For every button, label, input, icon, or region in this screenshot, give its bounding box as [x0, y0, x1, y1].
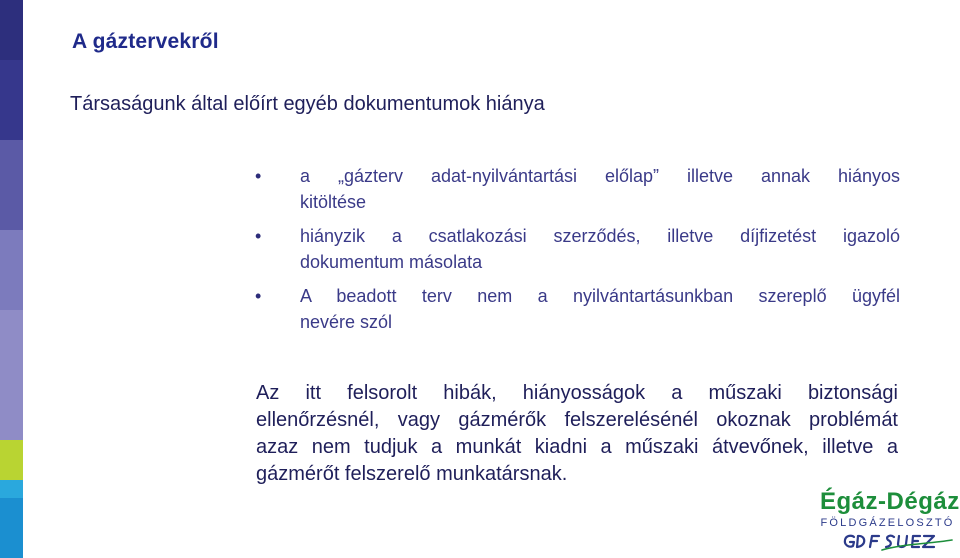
paragraph-line: azaz nem tudjuk a munkát kiadni a műszaki átvevőnek, illetve a [256, 436, 898, 458]
bullet-item [255, 223, 900, 275]
stripe-segment [0, 60, 23, 140]
bullet-text [300, 163, 900, 215]
bullet-icon: • [255, 226, 262, 246]
stripe-segment [0, 230, 23, 310]
bullet-list [255, 163, 900, 343]
stripe-segment [0, 480, 23, 498]
company-logo [820, 488, 960, 554]
bullet-icon: • [255, 286, 262, 306]
stripe-segment [0, 140, 23, 230]
stripe-segment [0, 310, 23, 440]
paragraph-line: Az itt felsorolt hibák, hiányosságok a műszaki biztonsági [256, 382, 898, 404]
logo-subtitle: FÖLDGÁZELOSZTÓ [820, 517, 955, 529]
bullet-line: hiányzik a csatlakozási szerződés, illetve díjfizetést igazoló [300, 226, 900, 246]
slide-title: A gáztervekről [72, 30, 219, 53]
stripe-segment [0, 0, 23, 60]
bullet-line: nevére szól [300, 312, 393, 332]
stripe-segment [0, 498, 23, 558]
paragraph-line: ellenőrzésnél, vagy gázmérők felszerelésénél okoznak problémát [256, 409, 898, 431]
bullet-item [255, 283, 900, 335]
bullet-item [255, 163, 900, 215]
body-paragraph [256, 380, 898, 488]
bullet-text [300, 223, 900, 275]
bullet-line: A beadott terv nem a nyilvántartásunkban szereplő ügyfél [300, 286, 900, 306]
bullet-line: dokumentum másolata [300, 252, 483, 272]
left-decorative-stripe [0, 0, 23, 558]
slide-subtitle: Társaságunk által előírt egyéb dokumentumok hiánya [70, 93, 545, 115]
bullet-line: kitöltése [300, 192, 367, 212]
gdf-suez-logo-icon [842, 532, 954, 552]
stripe-segment [0, 440, 23, 480]
logo-name: Égáz-Dégáz [820, 488, 960, 515]
paragraph-line: gázmérőt felszerelő munkatársnak. [256, 463, 568, 485]
bullet-line: a „gázterv adat-nyilvántartási előlap” illetve annak hiányos [300, 166, 900, 186]
bullet-text [300, 283, 900, 335]
bullet-icon: • [255, 166, 262, 186]
